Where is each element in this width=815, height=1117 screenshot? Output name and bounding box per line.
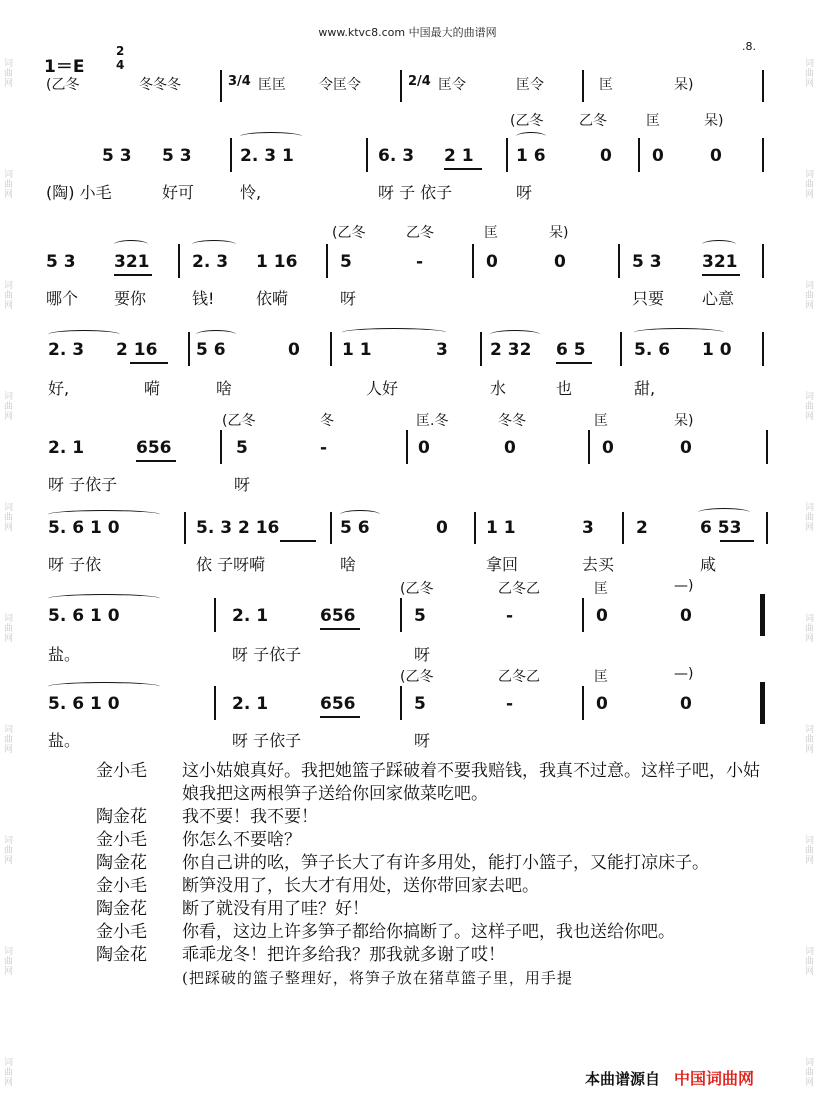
perc-cell: (乙冬: [46, 77, 80, 93]
note-group: 2. 3: [48, 340, 85, 360]
watermark-text: 词曲网: [803, 502, 813, 532]
watermark-text: 词曲网: [2, 280, 12, 310]
barline: [762, 332, 764, 366]
lyric: 盐。: [48, 645, 81, 664]
left-watermark-strip: [0, 0, 14, 1117]
watermark-text: 词曲网: [803, 946, 813, 976]
note-group: -: [506, 606, 514, 626]
perc-cell: 冬冬冬: [139, 77, 181, 93]
barline: [330, 512, 332, 544]
lyric: 好,: [48, 379, 70, 398]
perc-cell: 匡: [594, 581, 608, 597]
note-group: 3: [436, 340, 448, 360]
barline: [638, 138, 640, 172]
dialogue-line: [96, 921, 776, 944]
note-group: 5 3: [162, 146, 192, 166]
barline: [506, 138, 508, 172]
note-group: 5: [414, 694, 426, 714]
lyric: 心意: [702, 289, 735, 308]
dialogue-section: [96, 760, 776, 990]
lyric: 水: [490, 379, 507, 398]
note-group: 1 6: [516, 146, 546, 166]
slur: [490, 330, 540, 339]
speech-text: 你看，这边上许多笋子都给你搞断了。这样子吧，我也送给你吧。: [182, 922, 675, 942]
time-signature-bottom: 4: [116, 58, 125, 72]
speech-text: 断笋没用了，长大才有用处，送你带回家去吧。: [182, 876, 539, 896]
barline: [474, 512, 476, 544]
dialogue-line: [96, 760, 776, 806]
site-header: www.ktvc8.com 中国最大的曲谱网: [318, 26, 497, 39]
watermark-text: 词曲网: [803, 724, 813, 754]
note-group: 2 32: [490, 340, 532, 360]
note-group: 321: [702, 252, 738, 272]
barline: [472, 244, 474, 278]
note-group: 1 0: [702, 340, 732, 360]
lyric: 拿回: [486, 555, 519, 574]
lyric: 呀: [414, 645, 431, 664]
note-group: 5 6: [340, 518, 370, 538]
lyric: 呀: [340, 289, 357, 308]
meter-change: 2/4: [408, 74, 431, 89]
barline: [762, 138, 764, 172]
barline: [588, 430, 590, 464]
barline: [214, 598, 216, 632]
note-group: 5. 3 2 16: [196, 518, 280, 538]
underline: [130, 362, 168, 364]
watermark-text: 词曲网: [803, 835, 813, 865]
note-group: 0: [418, 438, 430, 458]
lyric: 呀: [414, 731, 431, 750]
speaker-name: 金小毛: [96, 830, 147, 850]
lyric: 盐。: [48, 731, 81, 750]
lyric: 呀: [234, 475, 251, 494]
barline: [214, 686, 216, 720]
watermark-text: 词曲网: [803, 613, 813, 643]
note-group: 5: [340, 252, 352, 272]
speaker-name: 金小毛: [96, 922, 147, 942]
note-group: 5 6: [196, 340, 226, 360]
speaker-spacer: [96, 967, 182, 990]
note-group: 0: [680, 438, 692, 458]
slur: [342, 328, 446, 337]
watermark-text: 词曲网: [803, 391, 813, 421]
perc-cell: —): [674, 578, 694, 594]
speaker-name: 陶金花: [96, 945, 147, 965]
speech-text: 你怎么不要啥？: [182, 830, 301, 850]
note-group: 6. 3: [378, 146, 415, 166]
barline: [184, 512, 186, 544]
perc-cell: 令匡令: [319, 77, 361, 93]
lyric: 呀 子依子: [48, 475, 118, 494]
lyric: 去买: [582, 555, 615, 574]
watermark-text: 词曲网: [803, 58, 813, 88]
perc-cell: 匡: [646, 113, 660, 129]
underline: [720, 540, 754, 542]
watermark-text: 词曲网: [803, 169, 813, 199]
note-group: 5. 6 1 0: [48, 518, 120, 538]
note-group: 0: [710, 146, 722, 166]
watermark-text: 词曲网: [2, 724, 12, 754]
perc-cell: (乙冬: [400, 581, 434, 597]
note-group: 0: [600, 146, 612, 166]
speaker-name: 陶金花: [96, 899, 147, 919]
watermark-text: 词曲网: [803, 280, 813, 310]
perc-cell: 匡: [594, 669, 608, 685]
key-signature: 1＝E: [44, 57, 85, 77]
right-watermark-strip: [801, 0, 815, 1117]
perc-cell: —): [674, 666, 694, 682]
note-group: 2. 1: [232, 606, 269, 626]
barline: [400, 70, 402, 102]
speech-text: 乖乖龙冬！把许多给我？那我就多谢了哎！: [182, 945, 505, 965]
slur: [114, 240, 148, 249]
watermark-text: 词曲网: [2, 1057, 12, 1087]
underline: [280, 540, 316, 542]
barline: [618, 244, 620, 278]
watermark-text: 词曲网: [803, 1057, 813, 1087]
lyric: 要你: [114, 289, 147, 308]
speaker-name: 陶金花: [96, 853, 147, 873]
note-group: 5. 6 1 0: [48, 694, 120, 714]
lyric: 甜,: [634, 379, 656, 398]
perc-cell: 呆): [674, 413, 694, 429]
note-group: 0: [680, 606, 692, 626]
lyric: 好可: [162, 183, 195, 202]
note-group: -: [416, 252, 424, 272]
lyric: 啥: [216, 379, 233, 398]
barline: [178, 244, 180, 278]
barline: [582, 598, 584, 632]
underline: [114, 274, 152, 276]
slur: [48, 330, 120, 339]
barline: [326, 244, 328, 278]
perc-cell: 匡令: [516, 77, 544, 93]
note-group: 0: [680, 694, 692, 714]
page-number: .8.: [742, 40, 756, 53]
watermark-text: 词曲网: [2, 613, 12, 643]
perc-cell: (乙冬: [332, 225, 366, 241]
lyric: 呀 子依子: [232, 731, 302, 750]
lyric: 啥: [340, 555, 357, 574]
slur: [698, 508, 750, 517]
note-group: 6 53: [700, 518, 742, 538]
speaker-name: 陶金花: [96, 807, 147, 827]
barline: [620, 332, 622, 366]
speaker-name: 金小毛: [96, 761, 147, 781]
note-group: 5 3: [46, 252, 76, 272]
footer-source-text: 本曲谱源自: [585, 1070, 661, 1088]
note-group: 0: [652, 146, 664, 166]
slur: [702, 240, 736, 249]
dialogue-line: [96, 875, 776, 898]
speech-text: 断了就没有用了哇？好！: [182, 899, 369, 919]
lyric: 呀 子 依子: [378, 183, 453, 202]
underline: [556, 362, 592, 364]
note-group: 0: [596, 694, 608, 714]
perc-cell: 匡匡: [258, 77, 286, 93]
watermark-text: 词曲网: [2, 835, 12, 865]
barline: [582, 686, 584, 720]
note-group: 0: [436, 518, 448, 538]
lyric: 依嗬: [256, 289, 289, 308]
final-barline: [760, 682, 765, 724]
underline: [320, 628, 360, 630]
slur: [634, 328, 724, 337]
note-group: 5: [236, 438, 248, 458]
underline: [320, 716, 360, 718]
perc-cell: 匡: [484, 225, 498, 241]
slur: [516, 132, 546, 141]
note-group: 0: [486, 252, 498, 272]
stage-direction-line: [96, 967, 776, 990]
note-group: 1 1: [342, 340, 372, 360]
barline: [622, 512, 624, 544]
note-group: 2. 1: [232, 694, 269, 714]
final-barline: [760, 594, 765, 636]
lyric: 呀 子依子: [232, 645, 302, 664]
note-group: 0: [504, 438, 516, 458]
dialogue-line: [96, 806, 776, 829]
note-group: 6 5: [556, 340, 586, 360]
watermark-text: 词曲网: [2, 946, 12, 976]
lyric: 怜,: [240, 183, 262, 202]
note-group: 2. 1: [48, 438, 85, 458]
watermark-text: 词曲网: [2, 391, 12, 421]
lyric: 呀 子依: [48, 555, 102, 574]
perc-cell: 呆): [704, 113, 724, 129]
lyric: 哪个: [46, 289, 79, 308]
barline: [230, 138, 232, 172]
lyric: 咸: [700, 555, 717, 574]
barline: [766, 512, 768, 544]
lyric: 人好: [366, 379, 399, 398]
note-group: 5 3: [102, 146, 132, 166]
watermark-text: 词曲网: [2, 58, 12, 88]
underline: [444, 168, 482, 170]
footer-source: [585, 1066, 754, 1089]
barline: [220, 430, 222, 464]
note-group: 2. 3 1: [240, 146, 294, 166]
note-group: 2. 3: [192, 252, 229, 272]
note-group: 2 16: [116, 340, 158, 360]
slur: [48, 594, 160, 603]
note-group: 656: [320, 606, 356, 626]
stage-direction: (把踩破的篮子整理好，将笋子放在猪草篮子里，用手提: [182, 969, 573, 987]
slur: [240, 132, 302, 141]
barline: [582, 70, 584, 102]
note-group: 656: [320, 694, 356, 714]
watermark-text: 词曲网: [2, 169, 12, 199]
underline: [136, 460, 176, 462]
barline: [400, 686, 402, 720]
slur: [48, 682, 160, 691]
watermark-text: 词曲网: [2, 502, 12, 532]
barline: [480, 332, 482, 366]
barline: [766, 430, 768, 464]
perc-cell: 冬冬: [498, 413, 526, 429]
note-group: 0: [596, 606, 608, 626]
dialogue-line: [96, 829, 776, 852]
note-group: 1 1: [486, 518, 516, 538]
perc-cell: 乙冬乙: [498, 581, 540, 597]
underline: [702, 274, 740, 276]
lyric: 只要: [632, 289, 665, 308]
perc-cell: 呆): [549, 225, 569, 241]
dialogue-line: [96, 852, 776, 875]
lyric: 嗬: [144, 379, 161, 398]
barline: [762, 70, 764, 102]
barline: [366, 138, 368, 172]
perc-cell: (乙冬: [400, 669, 434, 685]
note-group: 0: [602, 438, 614, 458]
note-group: 3: [582, 518, 594, 538]
note-group: 0: [554, 252, 566, 272]
perc-cell: 匡.冬: [416, 413, 449, 429]
perc-cell: 乙冬: [406, 225, 434, 241]
perc-cell: (乙冬: [222, 413, 256, 429]
note-group: 5 3: [632, 252, 662, 272]
dialogue-line: [96, 898, 776, 921]
note-group: 2: [636, 518, 648, 538]
note-group: 1 16: [256, 252, 298, 272]
lyric: 钱!: [192, 289, 215, 308]
lyric: 呀: [516, 183, 533, 202]
note-group: 321: [114, 252, 150, 272]
perc-cell: 冬: [320, 413, 334, 429]
perc-cell: 匡令: [438, 77, 466, 93]
note-group: 5. 6 1 0: [48, 606, 120, 626]
barline: [220, 70, 222, 102]
note-group: 5. 6: [634, 340, 671, 360]
footer-brand-link[interactable]: 中国词曲网: [674, 1069, 755, 1088]
lyric: 依 子呀嗬: [196, 555, 266, 574]
perc-cell: 匡: [599, 77, 613, 93]
barline: [188, 332, 190, 366]
speech-text: 我不要！我不要！: [182, 807, 318, 827]
dialogue-line: [96, 944, 776, 967]
perc-cell: 匡: [594, 413, 608, 429]
note-group: -: [320, 438, 328, 458]
perc-cell: 乙冬乙: [498, 669, 540, 685]
perc-cell: (乙冬: [510, 113, 544, 129]
note-group: 2 1: [444, 146, 474, 166]
lyric: (陶) 小毛: [46, 183, 112, 202]
note-group: 5: [414, 606, 426, 626]
barline: [406, 430, 408, 464]
slur: [196, 330, 236, 339]
barline: [762, 244, 764, 278]
speaker-name: 金小毛: [96, 876, 147, 896]
slur: [192, 240, 236, 249]
time-signature-top: 2: [116, 44, 125, 58]
perc-cell: 呆): [674, 77, 694, 93]
speech-text: 你自己讲的吆，笋子长大了有许多用处，能打小篮子，又能打凉床子。: [182, 853, 709, 873]
note-group: -: [506, 694, 514, 714]
note-group: 0: [288, 340, 300, 360]
barline: [330, 332, 332, 366]
lyric: 也: [556, 379, 573, 398]
speech-text: 这小姑娘真好。我把她篮子踩破着不要我赔钱，我真不过意。这样子吧，小姑娘我把这两根笋子送给你回家做菜吃吧。: [182, 761, 760, 804]
meter-change: 3/4: [228, 74, 251, 89]
perc-cell: 乙冬: [579, 113, 607, 129]
barline: [400, 598, 402, 632]
note-group: 656: [136, 438, 172, 458]
